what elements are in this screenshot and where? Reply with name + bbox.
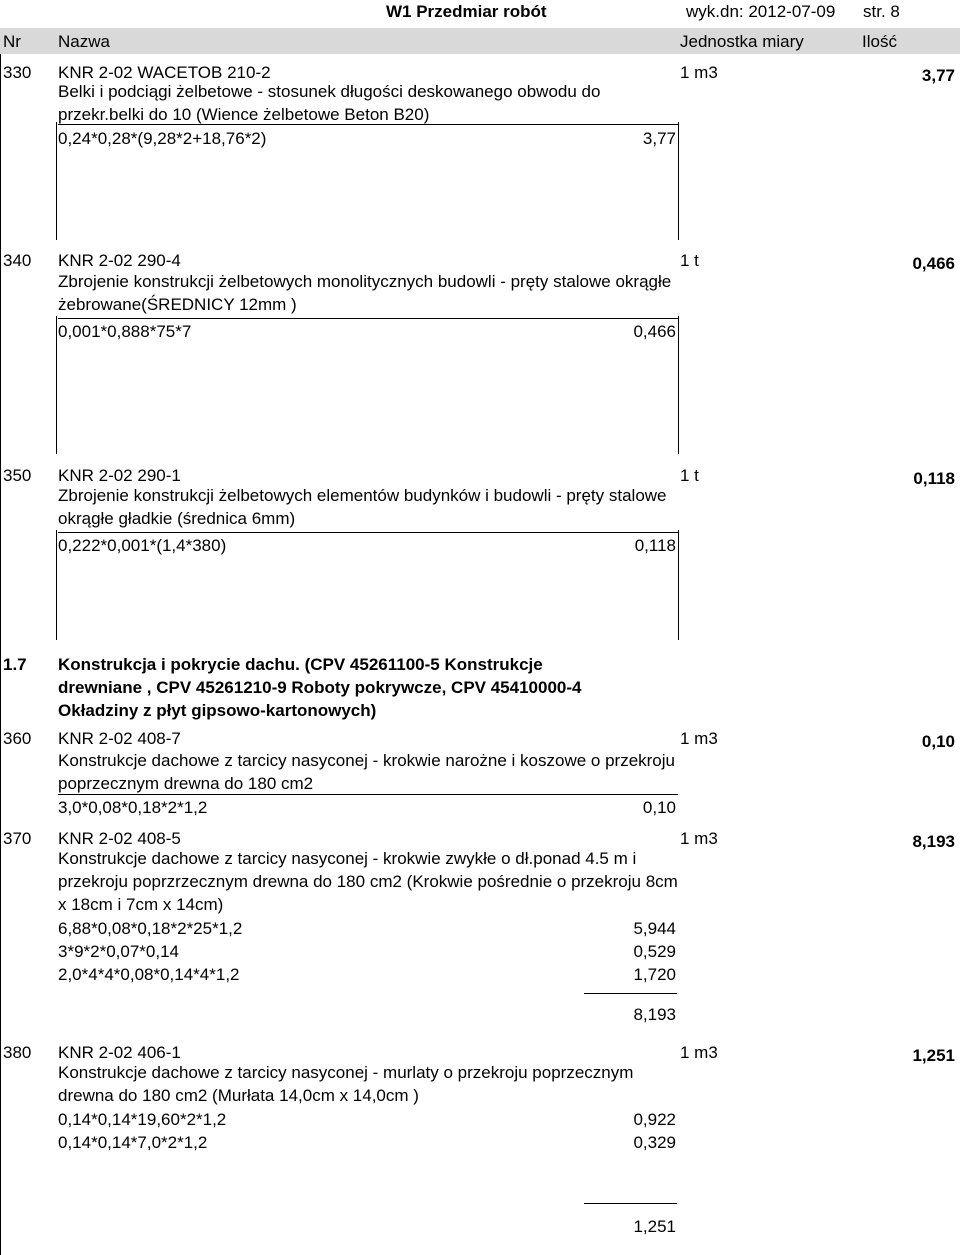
item-border-right — [678, 122, 679, 240]
item-code: KNR 2-02 408-5 — [58, 829, 181, 848]
calc-value: 1,720 — [633, 965, 676, 984]
calc-separator — [58, 794, 678, 795]
calc-formula: 3,0*0,08*0,18*2*1,2 — [58, 798, 208, 817]
item-description: Zbrojenie konstrukcji żelbetowych elementów budynków i budowli - pręty stalowe okrągłe gładkie (średnica 6mm) — [58, 486, 667, 528]
calc-total: 1,251 — [633, 1217, 676, 1236]
sum-underline — [584, 1203, 677, 1204]
calc-formula: 0,001*0,888*75*7 — [58, 322, 192, 341]
calc-total: 8,193 — [633, 1005, 676, 1024]
table-left-border — [0, 54, 1, 1255]
item-unit: 1 t — [680, 466, 699, 485]
item-unit: 1 m3 — [680, 1043, 718, 1062]
calc-value: 0,466 — [633, 322, 676, 341]
section-number: 1.7 — [3, 655, 27, 674]
item-border-left — [56, 530, 57, 640]
item-quantity: 0,118 — [913, 469, 955, 488]
item-description: Zbrojenie konstrukcji żelbetowych monolitycznych budowli - pręty stalowe okrągłe żebrowane(ŚREDNICY 12mm ) — [58, 272, 672, 314]
column-header-ilosc: Ilość — [862, 32, 897, 51]
section-title-line1: Konstrukcja i pokrycie dachu. (CPV 45261100-5 Konstrukcje — [58, 655, 543, 674]
item-border-left — [56, 122, 57, 240]
section-title-line3: Okładziny z płyt gipsowo-kartonowych) — [58, 701, 377, 720]
column-header-nazwa: Nazwa — [58, 32, 110, 51]
item-code: KNR 2-02 406-1 — [58, 1043, 181, 1062]
item-code: KNR 2-02 WACETOB 210-2 — [58, 63, 271, 82]
item-border-right — [678, 530, 679, 640]
calc-value: 3,77 — [642, 129, 676, 148]
sum-underline — [584, 993, 677, 994]
item-quantity: 8,193 — [912, 832, 955, 851]
calc-formula: 0,222*0,001*(1,4*380) — [58, 536, 227, 555]
calc-value: 0,529 — [633, 942, 676, 961]
column-header-nr: Nr — [3, 32, 21, 51]
item-unit: 1 m3 — [680, 63, 718, 82]
calc-formula: 3*9*2*0,07*0,14 — [58, 942, 180, 961]
item-nr: 380 — [3, 1043, 32, 1062]
item-description: Konstrukcje dachowe z tarcicy nasyconej - krokwie zwykłe o dł.ponad 4.5 m i przekroju poprzrzecznym drewna do 180 cm2 (Krokwie pośrednie o przekroju 8cm x 18cm i 7cm x 14cm) — [58, 849, 678, 914]
calc-value: 0,118 — [634, 536, 676, 555]
item-nr: 350 — [3, 466, 32, 485]
item-unit: 1 m3 — [680, 829, 718, 848]
calc-formula: 2,0*4*4*0,08*0,14*4*1,2 — [58, 965, 240, 984]
item-code: KNR 2-02 290-4 — [58, 251, 181, 270]
calc-separator — [58, 532, 678, 533]
calc-formula: 0,14*0,14*19,60*2*1,2 — [58, 1110, 227, 1129]
item-quantity: 3,77 — [921, 66, 955, 85]
column-header-bar — [0, 28, 960, 54]
item-nr: 340 — [3, 251, 32, 270]
item-code: KNR 2-02 290-1 — [58, 466, 181, 485]
item-description: Belki i podciągi żelbetowe - stosunek długości deskowanego obwodu do przekr.belki do 10 (Wience żelbetowe Beton B20) — [58, 82, 601, 124]
section-title-line2: drewniane , CPV 45261210-9 Roboty pokrywcze, CPV 45410000-4 — [58, 678, 582, 697]
calc-formula: 0,24*0,28*(9,28*2+18,76*2) — [58, 129, 267, 148]
page-number: str. 8 — [863, 2, 900, 21]
item-description: Konstrukcje dachowe z tarcicy nasyconej - murlaty o przekroju poprzecznym drewna do 180 cm2 (Murłata 14,0cm x 14,0cm ) — [58, 1063, 634, 1105]
item-unit: 1 t — [680, 251, 699, 270]
calc-separator — [58, 318, 678, 319]
calc-value: 0,329 — [633, 1133, 676, 1152]
item-description: Konstrukcje dachowe z tarcicy nasyconej - krokwie narożne i koszowe o przekroju poprzecznym drewna do 180 cm2 — [58, 751, 675, 793]
calc-formula: 0,14*0,14*7,0*2*1,2 — [58, 1133, 208, 1152]
item-nr: 370 — [3, 829, 32, 848]
document-title: W1 Przedmiar robót — [386, 2, 547, 21]
item-unit: 1 m3 — [680, 729, 718, 748]
calc-value: 0,922 — [633, 1110, 676, 1129]
item-code: KNR 2-02 408-7 — [58, 729, 181, 748]
item-nr: 330 — [3, 63, 32, 82]
calc-formula: 6,88*0,08*0,18*2*25*1,2 — [58, 919, 243, 938]
item-quantity: 0,466 — [912, 254, 955, 273]
item-border-right — [678, 316, 679, 454]
item-nr: 360 — [3, 729, 32, 748]
calc-value: 5,944 — [633, 919, 676, 938]
column-header-jednostka: Jednostka miary — [680, 32, 804, 51]
document-date: wyk.dn: 2012-07-09 — [686, 2, 836, 21]
calc-value: 0,10 — [642, 798, 676, 817]
calc-separator — [58, 124, 678, 125]
item-quantity: 1,251 — [912, 1046, 955, 1065]
item-quantity: 0,10 — [921, 732, 955, 751]
item-border-left — [56, 316, 57, 454]
